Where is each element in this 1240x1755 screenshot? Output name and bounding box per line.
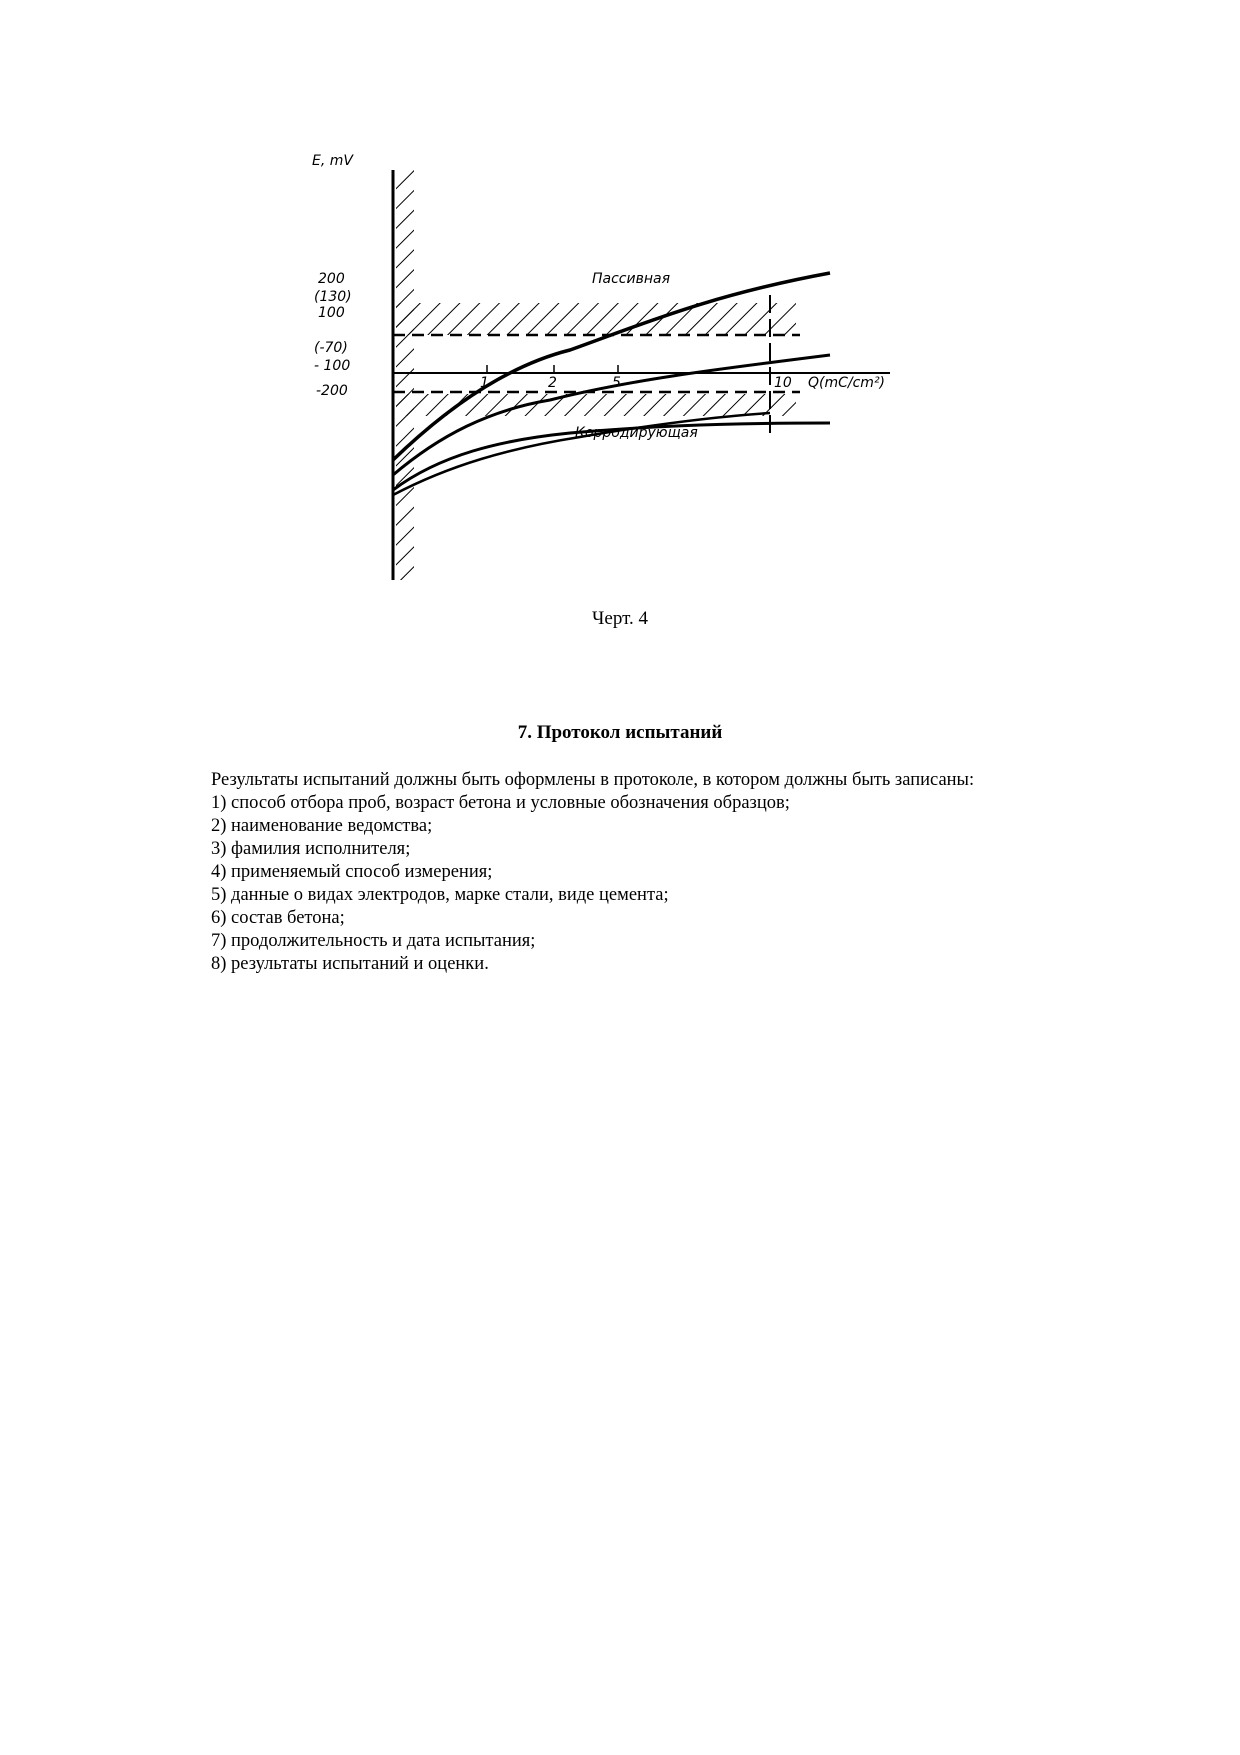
y-tick-200: 200	[318, 271, 345, 287]
requirements-list	[189, 792, 1052, 976]
x-tick-10: 10	[774, 375, 792, 391]
list-item: 3) фамилия исполнителя;	[211, 839, 411, 859]
list-item: 2) наименование ведомства;	[211, 816, 433, 836]
list-item: 7) продолжительность и дата испытания;	[211, 931, 536, 951]
list-item: 5) данные о видах электродов, марке стали, виде цемента;	[211, 885, 669, 905]
corrosion-zone-label: Корродирующая	[575, 425, 698, 441]
figure-caption: Черт. 4	[592, 608, 648, 629]
list-item: 6) состав бетона;	[211, 908, 345, 928]
y-tick-neg200: -200	[316, 383, 348, 399]
list-item: 8) результаты испытаний и оценки.	[211, 954, 489, 974]
potential-charge-diagram	[312, 153, 910, 585]
list-item: 4) применяемый способ измерения;	[211, 862, 493, 882]
y-tick-100: 100	[318, 305, 345, 321]
x-tick-5: 5	[612, 375, 621, 391]
passive-zone-label: Пассивная	[592, 271, 671, 287]
section-intro: Результаты испытаний должны быть оформлены в протоколе, в котором должны быть записаны:	[211, 770, 975, 790]
passive-zone-hatch	[396, 303, 796, 335]
list-item: 1) способ отбора проб, возраст бетона и условные обозначения образцов;	[211, 793, 790, 813]
section-title: 7. Протокол испытаний	[517, 722, 723, 743]
y-tick-130: (130)	[314, 289, 352, 305]
y-tick-neg100: - 100	[314, 358, 351, 374]
x-tick-1: 1	[480, 375, 489, 391]
x-tick-2: 2	[548, 375, 557, 391]
axis-hatch-wall	[396, 170, 414, 580]
section-body	[189, 769, 1052, 976]
x-axis-label: Q(mC/cm²)	[808, 375, 886, 391]
y-axis-label: E, mV	[312, 153, 353, 169]
y-tick-neg70: (-70)	[314, 340, 348, 356]
